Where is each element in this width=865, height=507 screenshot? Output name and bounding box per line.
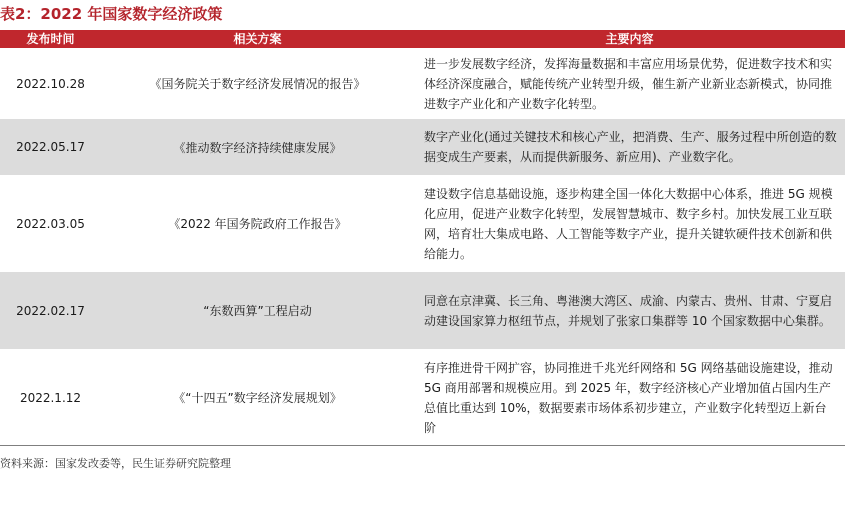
row-content-text: 进一步发展数字经济，发挥海量数据和丰富应用场景优势，促进数字技术和实体经济深度融合，赋能传统产业转型升级，催生新产业新业态新模式，协同推进数字产业化和产业数字化转型。 bbox=[424, 56, 833, 111]
table-row bbox=[0, 175, 845, 271]
row-date: 2022.05.17 bbox=[16, 140, 85, 154]
row-content-text: 建设数字信息基础设施，逐步构建全国一体化大数据中心体系，推进 5G 规模化应用，促进产业数字化转型，发展智慧城市、数字乡村。加快发展工业互联网，培育壮大集成电路、人工智能等数字产业，提升关键软硬件技术创新和供给能力。 bbox=[424, 186, 833, 261]
table-row bbox=[0, 271, 845, 349]
row-content bbox=[414, 176, 845, 271]
header-policy: 相关方案 bbox=[233, 32, 282, 46]
row-policy: 《2022 年国务院政府工作报告》 bbox=[168, 217, 347, 231]
table-row bbox=[0, 48, 845, 118]
row-date: 2022.03.05 bbox=[16, 216, 85, 231]
header-date: 发布时间 bbox=[26, 32, 75, 46]
source-note: 资料来源：国家发改委等，民生证券研究院整理 bbox=[0, 457, 231, 470]
row-content-text: 数字产业化(通过关键技术和核心产业，把消费、生产、服务过程中所创造的数据变成生产要素，从而提供新服务、新应用)、产业数字化。 bbox=[424, 130, 837, 164]
row-content bbox=[414, 272, 845, 349]
table-row bbox=[0, 118, 845, 175]
row-content-text: 有序推进骨干网扩容，协同推进千兆光纤网络和 5G 网络基础设施建设，推动 5G 商用部署和规模应用。到 2025 年，数字经济核心产业增加值占国内生产总值比重达到 10%，数据要素市场体系初步建立，产业数字化转型迈上新台阶 bbox=[424, 360, 833, 435]
table-row bbox=[0, 349, 845, 445]
row-date: 2022.10.28 bbox=[16, 76, 85, 91]
table-bottom-rule bbox=[0, 445, 845, 446]
policy-table bbox=[0, 30, 845, 446]
row-date: 2022.02.17 bbox=[16, 303, 85, 318]
row-date: 2022.1.12 bbox=[19, 390, 82, 405]
row-policy: “东数西算”工程启动 bbox=[203, 304, 312, 318]
row-content-text: 同意在京津冀、长三角、粤港澳大湾区、成渝、内蒙古、贵州、甘肃、宁夏启动建设国家算力枢纽节点，并规划了张家口集群等 10 个国家数据中心集群。 bbox=[424, 293, 833, 328]
row-content bbox=[414, 119, 845, 175]
row-policy: 《“十四五”数字经济发展规划》 bbox=[173, 391, 342, 405]
row-policy: 《推动数字经济持续健康发展》 bbox=[173, 140, 342, 155]
row-content bbox=[414, 350, 845, 445]
table-header bbox=[0, 30, 845, 48]
table-title: 表2：2022 年国家数字经济政策 bbox=[0, 5, 223, 23]
header-content: 主要内容 bbox=[605, 32, 654, 46]
row-policy: 《国务院关于数字经济发展情况的报告》 bbox=[149, 77, 366, 91]
row-content bbox=[414, 49, 845, 118]
